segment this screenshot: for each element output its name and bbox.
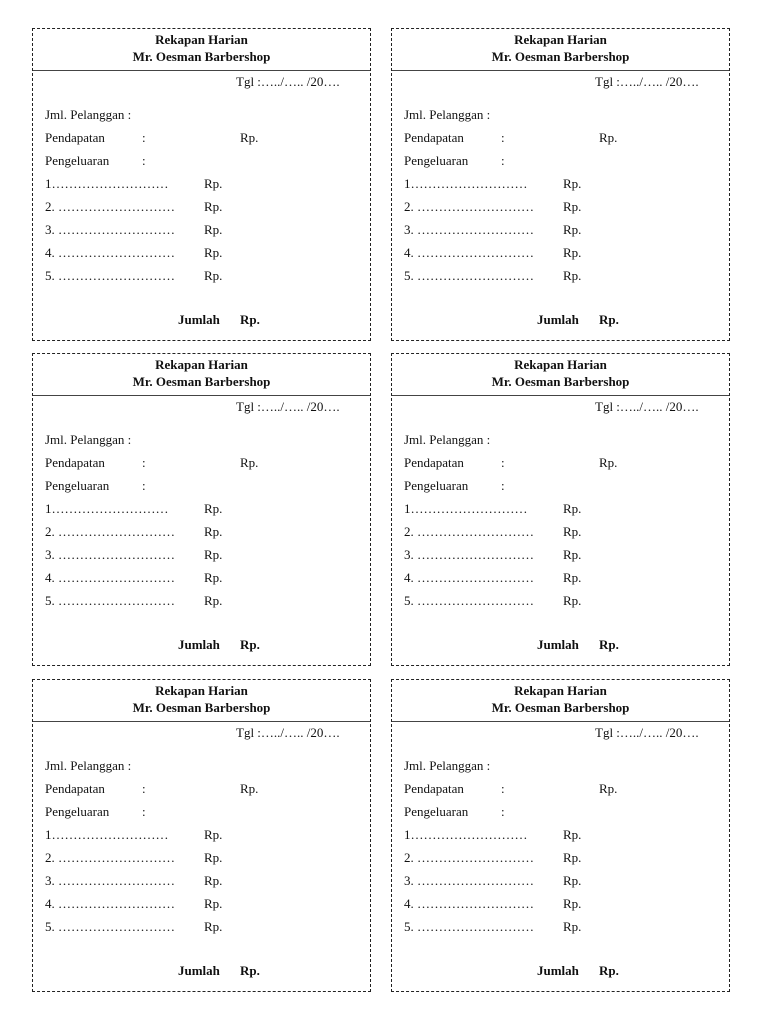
card-header: [392, 29, 729, 71]
income-label: Pendapatan: [404, 455, 464, 470]
shop-name: Mr. Oesman Barbershop: [491, 700, 630, 715]
expense-item-3: 3. ………………………: [404, 547, 534, 562]
expense-colon: :: [142, 804, 146, 819]
date-field: Tgl :…../….. /20….: [236, 399, 340, 414]
expense-item-1: 1………………………: [404, 501, 528, 516]
date-field: Tgl :…../….. /20….: [236, 725, 340, 740]
income-colon: :: [142, 130, 146, 145]
date-field: Tgl :…../….. /20….: [595, 74, 699, 89]
expense-item-3-currency: Rp.: [563, 547, 582, 562]
daily-recap-card-2: [391, 28, 730, 341]
income-colon: :: [501, 455, 505, 470]
expense-item-2: 2. ………………………: [45, 199, 175, 214]
income-colon: :: [501, 130, 505, 145]
expense-item-3-currency: Rp.: [204, 547, 223, 562]
daily-recap-card-6: [391, 679, 730, 992]
total-label: Jumlah: [537, 637, 579, 652]
expense-item-4: 4. ………………………: [45, 245, 175, 260]
daily-recap-card-3: [32, 353, 371, 666]
expense-item-1-currency: Rp.: [204, 501, 223, 516]
daily-recap-card-1: [32, 28, 371, 341]
form-title: Rekapan Harian: [514, 683, 607, 698]
income-currency: Rp.: [240, 781, 259, 796]
expense-item-4: 4. ………………………: [404, 570, 534, 585]
expense-item-5-currency: Rp.: [563, 593, 582, 608]
total-currency: Rp.: [240, 637, 260, 652]
expense-item-4-currency: Rp.: [563, 245, 582, 260]
daily-recap-card-4: [391, 353, 730, 666]
income-colon: :: [142, 781, 146, 796]
expense-item-2: 2. ………………………: [404, 524, 534, 539]
form-title: Rekapan Harian: [155, 357, 248, 372]
customers-label: Jml. Pelanggan :: [45, 432, 132, 447]
income-label: Pendapatan: [45, 781, 105, 796]
expense-item-3: 3. ………………………: [45, 873, 175, 888]
expense-label: Pengeluaran: [45, 478, 110, 493]
date-field: Tgl :…../….. /20….: [595, 399, 699, 414]
income-label: Pendapatan: [45, 130, 105, 145]
expense-label: Pengeluaran: [404, 478, 469, 493]
expense-label: Pengeluaran: [45, 804, 110, 819]
income-label: Pendapatan: [404, 781, 464, 796]
expense-item-1-currency: Rp.: [204, 827, 223, 842]
expense-item-2: 2. ………………………: [404, 850, 534, 865]
expense-item-3: 3. ………………………: [404, 222, 534, 237]
expense-item-5: 5. ………………………: [404, 268, 534, 283]
total-label: Jumlah: [537, 312, 579, 327]
expense-item-4-currency: Rp.: [204, 245, 223, 260]
expense-item-4: 4. ………………………: [404, 245, 534, 260]
customers-label: Jml. Pelanggan :: [404, 107, 491, 122]
form-title: Rekapan Harian: [514, 357, 607, 372]
expense-item-5-currency: Rp.: [204, 919, 223, 934]
expense-item-1: 1………………………: [404, 176, 528, 191]
expense-item-1: 1………………………: [45, 827, 169, 842]
total-label: Jumlah: [178, 963, 220, 978]
expense-item-5-currency: Rp.: [563, 268, 582, 283]
expense-item-4-currency: Rp.: [563, 570, 582, 585]
shop-name: Mr. Oesman Barbershop: [491, 374, 630, 389]
card-header: [392, 680, 729, 722]
expense-item-3: 3. ………………………: [404, 873, 534, 888]
expense-item-2-currency: Rp.: [563, 850, 582, 865]
expense-item-3-currency: Rp.: [204, 222, 223, 237]
expense-item-5-currency: Rp.: [204, 593, 223, 608]
expense-item-1-currency: Rp.: [563, 176, 582, 191]
date-field: Tgl :…../….. /20….: [236, 74, 340, 89]
customers-label: Jml. Pelanggan :: [45, 107, 132, 122]
shop-name: Mr. Oesman Barbershop: [132, 374, 271, 389]
expense-label: Pengeluaran: [45, 153, 110, 168]
shop-name: Mr. Oesman Barbershop: [132, 700, 271, 715]
expense-item-2: 2. ………………………: [404, 199, 534, 214]
expense-item-5: 5. ………………………: [404, 593, 534, 608]
total-label: Jumlah: [537, 963, 579, 978]
income-colon: :: [501, 781, 505, 796]
total-label: Jumlah: [178, 312, 220, 327]
total-currency: Rp.: [599, 637, 619, 652]
form-title: Rekapan Harian: [514, 32, 607, 47]
expense-item-2-currency: Rp.: [563, 524, 582, 539]
shop-name: Mr. Oesman Barbershop: [132, 49, 271, 64]
expense-item-3: 3. ………………………: [45, 222, 175, 237]
total-currency: Rp.: [240, 963, 260, 978]
expense-item-2-currency: Rp.: [204, 524, 223, 539]
expense-item-5: 5. ………………………: [404, 919, 534, 934]
expense-item-2-currency: Rp.: [204, 850, 223, 865]
expense-item-3-currency: Rp.: [204, 873, 223, 888]
expense-item-3-currency: Rp.: [563, 873, 582, 888]
expense-item-5-currency: Rp.: [563, 919, 582, 934]
income-currency: Rp.: [240, 455, 259, 470]
expense-colon: :: [142, 153, 146, 168]
expense-item-5: 5. ………………………: [45, 919, 175, 934]
form-title: Rekapan Harian: [155, 683, 248, 698]
expense-item-2-currency: Rp.: [563, 199, 582, 214]
expense-label: Pengeluaran: [404, 153, 469, 168]
expense-item-2: 2. ………………………: [45, 524, 175, 539]
expense-item-4: 4. ………………………: [45, 570, 175, 585]
expense-label: Pengeluaran: [404, 804, 469, 819]
expense-item-5: 5. ………………………: [45, 268, 175, 283]
expense-colon: :: [501, 478, 505, 493]
expense-colon: :: [501, 153, 505, 168]
expense-item-4-currency: Rp.: [204, 570, 223, 585]
income-currency: Rp.: [599, 455, 618, 470]
total-currency: Rp.: [599, 963, 619, 978]
total-currency: Rp.: [599, 312, 619, 327]
expense-colon: :: [142, 478, 146, 493]
customers-label: Jml. Pelanggan :: [404, 758, 491, 773]
expense-item-4: 4. ………………………: [404, 896, 534, 911]
expense-item-3-currency: Rp.: [563, 222, 582, 237]
expense-item-1-currency: Rp.: [204, 176, 223, 191]
expense-item-4: 4. ………………………: [45, 896, 175, 911]
expense-item-2: 2. ………………………: [45, 850, 175, 865]
total-label: Jumlah: [178, 637, 220, 652]
expense-item-5: 5. ………………………: [45, 593, 175, 608]
total-currency: Rp.: [240, 312, 260, 327]
income-currency: Rp.: [599, 130, 618, 145]
expense-item-1-currency: Rp.: [563, 501, 582, 516]
income-label: Pendapatan: [45, 455, 105, 470]
daily-recap-card-5: [32, 679, 371, 992]
shop-name: Mr. Oesman Barbershop: [491, 49, 630, 64]
income-colon: :: [142, 455, 146, 470]
expense-item-4-currency: Rp.: [204, 896, 223, 911]
income-label: Pendapatan: [404, 130, 464, 145]
form-title: Rekapan Harian: [155, 32, 248, 47]
customers-label: Jml. Pelanggan :: [45, 758, 132, 773]
customers-label: Jml. Pelanggan :: [404, 432, 491, 447]
expense-item-5-currency: Rp.: [204, 268, 223, 283]
expense-item-1: 1………………………: [404, 827, 528, 842]
card-header: [33, 29, 370, 71]
date-field: Tgl :…../….. /20….: [595, 725, 699, 740]
card-header: [33, 354, 370, 396]
expense-item-4-currency: Rp.: [563, 896, 582, 911]
income-currency: Rp.: [240, 130, 259, 145]
income-currency: Rp.: [599, 781, 618, 796]
expense-item-2-currency: Rp.: [204, 199, 223, 214]
expense-item-1-currency: Rp.: [563, 827, 582, 842]
card-header: [392, 354, 729, 396]
expense-item-3: 3. ………………………: [45, 547, 175, 562]
expense-item-1: 1………………………: [45, 501, 169, 516]
card-header: [33, 680, 370, 722]
expense-colon: :: [501, 804, 505, 819]
expense-item-1: 1………………………: [45, 176, 169, 191]
